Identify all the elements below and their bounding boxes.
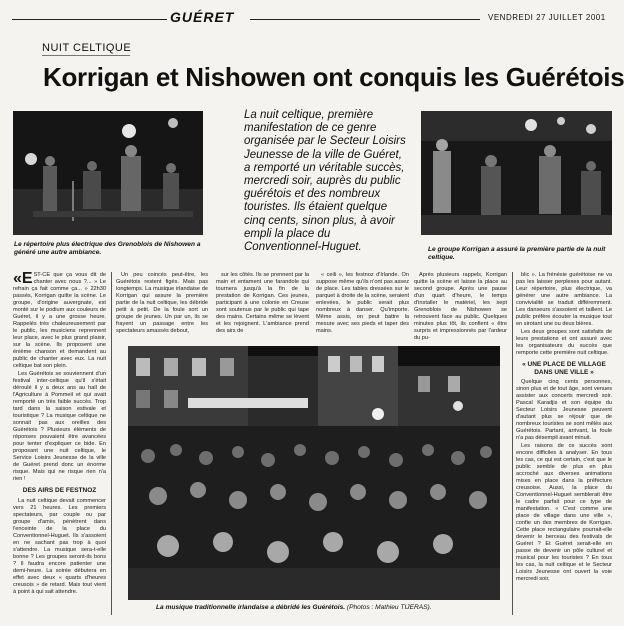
article-headline: Korrigan et Nishowen ont conquis les Guérétois	[43, 62, 624, 92]
column-rule-6	[512, 272, 513, 615]
header-city: GUÉRET	[170, 9, 235, 25]
header-date: VENDREDI 27 JUILLET 2001	[488, 13, 606, 22]
text-column-1	[13, 272, 106, 597]
col6-paragraph-2: Les deux groupes sont satisfaits de leurs prestations et ont assuré avec les organisateurs du succès que remporte cette première nuit celtique.	[516, 329, 612, 356]
article-lead: La nuit celtique, première manifestation de ce genre organisée par le Secteur Loisirs Jeunesse de la ville de Guéret, a remporté un véritable succès, mercredi soir, auprès du public guérétois et des nombreux touristes. Ils étaient quelque cinq cents, sinon plus, à avoir empli la place du Conventionnel-Huguet.	[244, 109, 406, 254]
text-column-4	[316, 272, 409, 336]
text-column-2	[116, 272, 208, 336]
text-column-6	[516, 272, 612, 584]
drop-cap: «E	[13, 270, 33, 287]
col4-paragraph-1: « ceili », les festnoz d'Irlande. On suppose même qu'ils n'ont pas assez de place. Les tables dressées sur le parquet à droite de la scène, seraient enlevées, le public serait plus nombreux à danser. Qu'importe. Même assis, on peut battre la mesure avec ses pieds et taper des mains.	[316, 272, 409, 334]
text-column-3	[216, 272, 309, 336]
caption-main-photo	[156, 604, 486, 612]
caption-left-photo: Le répertoire plus électrique des Grenoblois de Nishowen a généré une autre ambiance.	[14, 241, 201, 256]
subheading-place-de-village: « UNE PLACE DE VILLAGE DANS UNE VILLE »	[522, 361, 606, 376]
subheading-festnoz: DES AIRS DE FESTNOZ	[22, 487, 97, 494]
photo-nishowen	[13, 111, 203, 235]
col5-paragraph-1: Après plusieurs rappels, Korrigan quitte la scène et laisse la place au second groupe. Après une pause d'un quart d'heure, le temps d'installer le matériel, les sept Grenoblois de Nishowen se retrouvent face au public. Quelques minutes plus tôt, ils confient « être surpris et impressionnés par l'ardeur du pu-	[414, 272, 507, 341]
article-rubric: NUIT CELTIQUE	[42, 42, 132, 54]
col3-paragraph-1: sur les côtés. Ils se prennent par la main et entament une farandole qui tournera jusqu'à la fin de la prestation de Korrigan. Ces jeunes, participant à une colonie en Creuse sont soutenus par le public qui tape des mains. Certains même se lèvent et les rejoignent. L'ambiance prend des airs de	[216, 272, 309, 334]
photo-credit: (Photos : Mathieu TIJERAS).	[346, 604, 432, 611]
photo-crowd	[128, 346, 500, 600]
col6-paragraph-4: Les raisons de ce succès sont encore difficiles à analyser. En tous les cas, ce qui est certain, c'est que le public semble de plus en plus accroché aux diverses animations mises en place dans la préfecture creusoise. Aussi, la place du Conventionnel-Huguet semblerait être le cadre parfait pour ce type de manifestation. « C'est comme une place de village dans une ville », confie un des membres de Korrigan. Cette place rectangulaire pourrait-elle devenir le berceau des festivals de Guéret ? Et Guéret serait-elle en passe de devenir un pôle culturel et musical pour les touristes ? En tous les cas, la nuit celtique et le Secteur Loisirs Jeunesse ont ouvert la voie mercredi soir.	[516, 443, 612, 582]
rubric-rule	[42, 55, 130, 56]
col1-paragraph-2: Les Guérétois se souviennent d'un festival inter-celtique qu'il s'était déroulé il y a deux ans au hall de l'Agriculture à Pommeil et qui avait remporté un très faible succès. Trop tard dans la saison estivale et touristique ? La musique celtique ne sonnait pas aux oreilles des Guérétois ? Plusieurs éléments de réponses pouvaient être avancées pour tenter d'expliquer ce bide. En proposant une nuit celtique, le Service Loisirs Jeunesse de la ville de Guéret prend donc un énorme risque. Mais qui ne risque rien n'a rien !	[13, 371, 106, 482]
col1-paragraph-1: ST-CE que ça vous dit de chanter avec nous ?... » Le refrain ça fait comme ça... » 22h30 passés, Korrigan quitte la scène. Le groupe, d'origine auvergnate, est monté sur le podium aux couleurs de Guéret, il y a une grosse heure. Rappelés très chaleureusement par le public, les musiciens reprennent leur place, avec le plus grand plaisir, sur la scène. Ils proposent une énième chanson et demandent au public de chanter avec eux. La nuit celtique bat son plein.	[13, 272, 106, 369]
main-caption-text: La musique traditionnelle irlandaise a débridé les Guérétois.	[156, 604, 346, 611]
header-rule-left	[12, 19, 167, 20]
header-rule-right	[250, 19, 480, 20]
photo-korrigan	[421, 111, 612, 235]
col1-paragraph-3: La nuit celtique devait commencer vers 21 heures. Les premiers spectateurs, par couple ou par groupe d'amis, pénètrent dans l'enceinte de la place du Conventionnel-Huguet. Ils s'assoient en ne sachant pas trop à quoi s'attendre. La musique sera-t-elle bonne ? Les groupes seront-ils bons ? Il faudra encore patienter une demi-heure. La soirée débutera en effet avec deux « quarts d'heures creusois » de retard. Mais tout vient à point à qui sait attendre.	[13, 497, 106, 595]
text-column-5	[414, 272, 507, 343]
caption-right-photo: Le groupe Korrigan a assuré la première partie de la nuit celtique.	[428, 246, 606, 261]
col2-paragraph-1: Un peu coincés peut-être, les Guérétois restent figés. Mais pas longtemps. La musique irlandaise de Korrigan qui assure la première partie de la nuit celtique, les débride petit à petit. De la foule sort un groupe de jeunes. Un par un, ils se frayent un passage entre les spectateurs amassés debout,	[116, 272, 208, 334]
col6-paragraph-1: blic ». La frénésie guérétoise ne va pas les laisser perplexes pour autant. Leur répertoire, plus électrique, va générer une autre ambiance. La convivialité se traduit différemment. Les danseurs s'assoient et taillent. Le public préfère écouter la musique tout en sirotant une ou deux bières.	[516, 272, 612, 327]
col6-paragraph-3: Quelque cinq cents personnes, sinon plus et de tout âge, sont venues assister aux concerts mercredi soir. Pascal Karadjis et son équipe du Secteur Loisirs Jeunesse peuvent d'autant plus se réjouir que de nombreux touristes se sont mêlés aux Guérétois. Partant, arrivant, la foule n'a pas désempli avant minuit.	[516, 379, 612, 441]
column-rule-1	[111, 272, 112, 615]
